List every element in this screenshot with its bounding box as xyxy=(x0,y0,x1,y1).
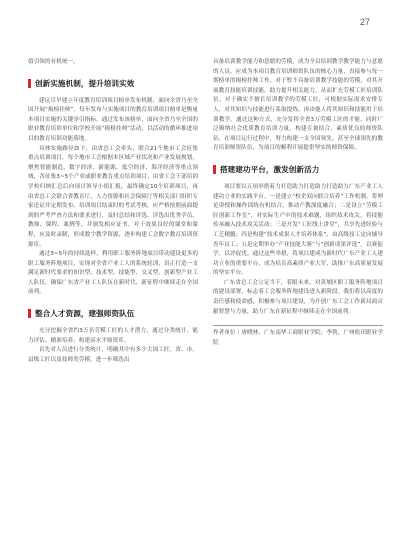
section-heading-talent-text: 整合人才资源，建强师资队伍 xyxy=(35,309,135,319)
paragraph: 广东省总工会立足当下，着眼未来，对黄埔区职工服务阵地项目的建设部署，标志着工会服务阵地建设进入新阶段。我们将以高度的责任感和使命感，积极参与项目建设，为开创广东工会工作新局面贡献智慧与力量，助力广东在新征程中继续走在全国前列。 xyxy=(213,279,383,315)
section-heading-talent xyxy=(28,308,198,319)
author-divider xyxy=(213,325,383,348)
page-number: 27 xyxy=(359,17,370,27)
paragraph: 建议尽早建立年度教育培训项目榜单发布机制，面向全省乃至全国开展“揭榜挂帅”。每年发布与实施项目的教育培训项目榜单是衡量本项目实施的关键举引指标，通过发布该榜单，面向全省乃至全国的职业教育培训单位和学校开展“揭榜挂帅”活动，以活动的循环推进项目的教育培训功能落地。 xyxy=(28,97,198,142)
paragraph: 具体实施路径如下，由省总工会牵头，联合21个地市工会征集重点培训项目，每个地市工会根据本区域产业状况和产业发展规划，聚焦智能制造、数字经济、新能源、低空经济、海洋经济等重点领域，各征集3~5个产业或职业教育重点培训项目，由省工会干部培训学校归纳汇总后向项目领导小组汇报，最终确定10个培训项目，再由省总工会联合省教育厅、人力资源和社会保障厅等相关部门组织专家论证并定期发布。培训项目结束时的考试考核，应严格按照前面提到的严考严查方法和要求进行，及时总结和评选、评选出优秀学员、教师、课程、案例等，并颁发相应证书、对于效果良好的课堂和课程，应及时录制，形成数字教学资源，逐步构建工会数字教育培训资源库。 xyxy=(28,145,198,248)
section-heading-mechanism xyxy=(28,78,198,89)
heading-marker-icon xyxy=(28,309,31,318)
heading-marker-icon xyxy=(213,165,216,174)
author-affiliation: 作者单位｜唐晓林，广东南华工商职业学院；李勃，广州松田职业学院 xyxy=(213,330,383,346)
section-heading-mechanism-text: 创新实施机制，提升培训实效 xyxy=(35,78,135,88)
heading-marker-icon xyxy=(28,79,31,88)
right-opening-text: 具备培训教学能力和意愿的劳模，成为全员培训教学教学能力与意愿的人员，应成为本项目教育培训师资队伍的核心力量，直接参与每一期榜单的揭榜挂帅工作，对于暂不具备培训教学技能的劳模，对其开展教育技能培训技能，助力提升相关能力，从而扩充劳模工匠培训队伍。对于确实不擅长培训教学的劳模工匠，可根据实际需求安排专人，对其知识与技能进行系取提炼，再由他人将其知识和技能用于培训教学。通过这种方式，充分发挥全省3万劳模工匠的才能，同时广泛吸纳社会优质教育培训力量，构建专兼结合、素质优良的师资队伍。在项目运行过程中，努力构建一支全国领先、甚至全球领先的教育培训师资队伍，为项目的顺利开展提供坚实的师资保障。 xyxy=(213,59,383,152)
paragraph: 项目要以五项举措着力打造助力打造助力打造助力广东产业工人建功立业的实践平台。一是建立“校企双向联合培养”工作机制，将理论讲授和操作训练有机结合，推动产教深度融合；二是设立“劳模工匠创新工作室”，对实际生产中的技术难题，组织技术攻关，将技能传承融入技术攻关活动；三是开发“工匠线上讲堂”，共享先进经验与工艺精髓；四是构建“技术成果人才培养体系”，由高级技工定向辅导青年员工；五是定期举办“产业技能大赛”与“创新成果评选”，以赛促学，以评促优。通过这些举措，将项目建成为新时代广东产业工人建功立业的重要平台，成为培育高素质产业大军，助推广东高质量发展的坚实平台。 xyxy=(213,183,383,277)
left-column xyxy=(28,58,198,365)
right-column xyxy=(213,58,383,348)
paragraph: 通过3~5年的持续选样，利用职工服务阵地项目带动建设更多的职工服务阵地项目，实现对全省产业工人的系统轮训，真正打造一支满足新时代要求的知识型、技术型、技能型、交叉型、创新型产业工人队伍，确保广东省产业工人队伍在新时代、新征程中继续走在全国前列。 xyxy=(28,251,198,296)
section-heading-platform xyxy=(213,164,383,175)
paragraph: 充分挖掘全省约3万名劳模工匠的人才潜力，通过分类统计、能力评估、精准培养、构建高水平师资库。 xyxy=(28,328,198,344)
paragraph: 首先对人员进行分类统计，明确其中有多少大国工匠、省、市、县级工匠以及技师类劳模，进一步筛选出 xyxy=(28,347,198,363)
left-opening-text: 值引领的有机统一。 xyxy=(28,59,79,65)
section-heading-platform-text: 搭建建功平台，激发创新活力 xyxy=(220,164,320,174)
